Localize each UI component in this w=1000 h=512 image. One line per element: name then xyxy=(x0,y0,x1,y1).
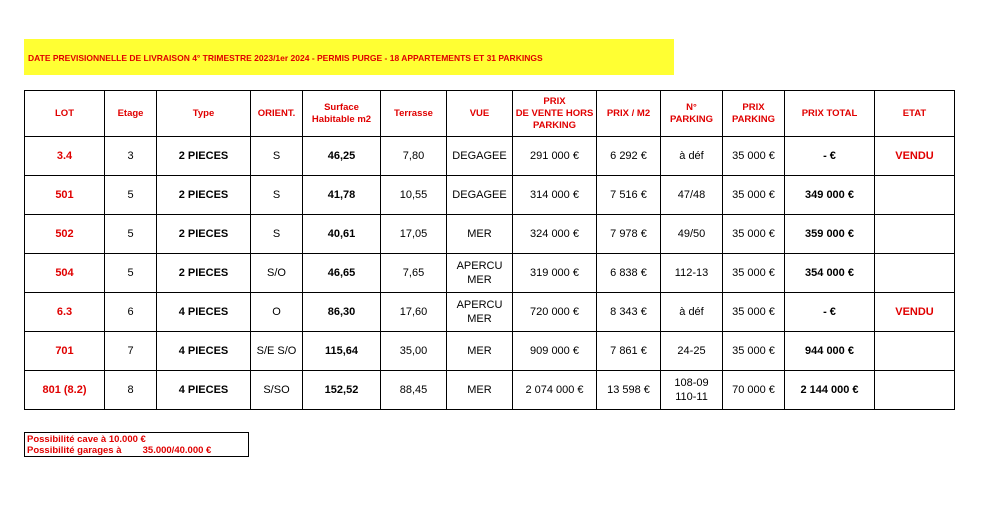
cell-terrasse: 10,55 xyxy=(381,176,447,215)
cell-etage: 5 xyxy=(105,176,157,215)
cell-prix-total: 354 000 € xyxy=(785,254,875,293)
table-row xyxy=(25,332,955,371)
cell-num-parking: 49/50 xyxy=(661,215,723,254)
header-row xyxy=(25,91,955,137)
cell-surface: 41,78 xyxy=(303,176,381,215)
cell-orient: S xyxy=(251,176,303,215)
cell-etage: 3 xyxy=(105,137,157,176)
banner-title: DATE PREVISIONNELLE DE LIVRAISON 4° TRIMESTRE 2023/1er 2024 - PERMIS PURGE - 18 APPARTEMENTS ET 31 PARKINGS xyxy=(28,53,543,63)
cell-num-parking: à déf xyxy=(661,293,723,332)
cell-etat xyxy=(875,371,955,410)
cell-surface: 86,30 xyxy=(303,293,381,332)
cell-prix-total: 944 000 € xyxy=(785,332,875,371)
cell-etat xyxy=(875,332,955,371)
cell-prix-vente: 909 000 € xyxy=(513,332,597,371)
cell-num-parking: 108-09 110-11 xyxy=(661,371,723,410)
cell-vue: APERCU MER xyxy=(447,293,513,332)
cell-lot: 701 xyxy=(25,332,105,371)
cell-prix-parking: 35 000 € xyxy=(723,254,785,293)
cell-prix-vente: 720 000 € xyxy=(513,293,597,332)
header-prix-total: PRIX TOTAL xyxy=(785,91,875,137)
cell-prix-m2: 8 343 € xyxy=(597,293,661,332)
header-orient: ORIENT. xyxy=(251,91,303,137)
cell-lot: 502 xyxy=(25,215,105,254)
cell-surface: 46,25 xyxy=(303,137,381,176)
note-cave: Possibilité cave à 10.000 € xyxy=(27,434,146,445)
header-prix-vente: PRIX DE VENTE HORS PARKING xyxy=(513,91,597,137)
cell-vue: MER xyxy=(447,215,513,254)
options-notes xyxy=(24,432,249,457)
cell-prix-parking: 35 000 € xyxy=(723,137,785,176)
cell-prix-parking: 35 000 € xyxy=(723,332,785,371)
cell-prix-m2: 13 598 € xyxy=(597,371,661,410)
cell-surface: 152,52 xyxy=(303,371,381,410)
note-garages: Possibilité garages à 35.000/40.000 € xyxy=(27,445,212,456)
cell-orient: S/E S/O xyxy=(251,332,303,371)
cell-lot: 801 (8.2) xyxy=(25,371,105,410)
cell-etat: VENDU xyxy=(875,137,955,176)
cell-surface: 40,61 xyxy=(303,215,381,254)
cell-etage: 8 xyxy=(105,371,157,410)
header-surface: Surface Habitable m2 xyxy=(303,91,381,137)
cell-prix-m2: 6 838 € xyxy=(597,254,661,293)
cell-prix-vente: 324 000 € xyxy=(513,215,597,254)
cell-type: 2 PIECES xyxy=(157,176,251,215)
cell-lot: 504 xyxy=(25,254,105,293)
cell-etage: 7 xyxy=(105,332,157,371)
lots-table xyxy=(24,90,955,410)
cell-etat xyxy=(875,176,955,215)
cell-type: 4 PIECES xyxy=(157,371,251,410)
cell-vue: DEGAGEE xyxy=(447,137,513,176)
cell-etat xyxy=(875,254,955,293)
cell-num-parking: 47/48 xyxy=(661,176,723,215)
cell-type: 2 PIECES xyxy=(157,215,251,254)
cell-etage: 5 xyxy=(105,215,157,254)
table-row xyxy=(25,293,955,332)
cell-prix-parking: 70 000 € xyxy=(723,371,785,410)
cell-prix-m2: 7 516 € xyxy=(597,176,661,215)
cell-orient: S xyxy=(251,215,303,254)
cell-type: 4 PIECES xyxy=(157,332,251,371)
cell-type: 2 PIECES xyxy=(157,137,251,176)
header-prix-parking: PRIX PARKING xyxy=(723,91,785,137)
header-etat: ETAT xyxy=(875,91,955,137)
cell-num-parking: à déf xyxy=(661,137,723,176)
cell-etage: 5 xyxy=(105,254,157,293)
cell-etat xyxy=(875,215,955,254)
cell-surface: 46,65 xyxy=(303,254,381,293)
table-row xyxy=(25,371,955,410)
cell-vue: MER xyxy=(447,371,513,410)
cell-prix-parking: 35 000 € xyxy=(723,293,785,332)
table-row xyxy=(25,137,955,176)
header-etage: Etage xyxy=(105,91,157,137)
cell-vue: MER xyxy=(447,332,513,371)
table-row xyxy=(25,215,955,254)
delivery-banner xyxy=(24,39,674,75)
header-lot: LOT xyxy=(25,91,105,137)
cell-prix-m2: 6 292 € xyxy=(597,137,661,176)
header-vue: VUE xyxy=(447,91,513,137)
cell-prix-total: - € xyxy=(785,137,875,176)
cell-prix-m2: 7 861 € xyxy=(597,332,661,371)
cell-prix-vente: 2 074 000 € xyxy=(513,371,597,410)
cell-prix-vente: 319 000 € xyxy=(513,254,597,293)
cell-terrasse: 17,60 xyxy=(381,293,447,332)
cell-orient: S/O xyxy=(251,254,303,293)
cell-lot: 6.3 xyxy=(25,293,105,332)
cell-type: 2 PIECES xyxy=(157,254,251,293)
cell-prix-parking: 35 000 € xyxy=(723,215,785,254)
cell-prix-vente: 291 000 € xyxy=(513,137,597,176)
cell-prix-total: 349 000 € xyxy=(785,176,875,215)
table-row xyxy=(25,254,955,293)
cell-etage: 6 xyxy=(105,293,157,332)
cell-prix-parking: 35 000 € xyxy=(723,176,785,215)
cell-type: 4 PIECES xyxy=(157,293,251,332)
header-prix-m2: PRIX / M2 xyxy=(597,91,661,137)
table-row xyxy=(25,176,955,215)
cell-vue: APERCU MER xyxy=(447,254,513,293)
cell-prix-total: - € xyxy=(785,293,875,332)
header-terrasse: Terrasse xyxy=(381,91,447,137)
cell-lot: 501 xyxy=(25,176,105,215)
cell-terrasse: 7,80 xyxy=(381,137,447,176)
cell-terrasse: 88,45 xyxy=(381,371,447,410)
cell-prix-vente: 314 000 € xyxy=(513,176,597,215)
cell-orient: S/SO xyxy=(251,371,303,410)
cell-surface: 115,64 xyxy=(303,332,381,371)
cell-prix-m2: 7 978 € xyxy=(597,215,661,254)
cell-prix-total: 359 000 € xyxy=(785,215,875,254)
cell-terrasse: 35,00 xyxy=(381,332,447,371)
cell-num-parking: 112-13 xyxy=(661,254,723,293)
header-num-parking: N° PARKING xyxy=(661,91,723,137)
cell-lot: 3.4 xyxy=(25,137,105,176)
cell-orient: O xyxy=(251,293,303,332)
cell-etat: VENDU xyxy=(875,293,955,332)
cell-orient: S xyxy=(251,137,303,176)
cell-terrasse: 7,65 xyxy=(381,254,447,293)
cell-num-parking: 24-25 xyxy=(661,332,723,371)
cell-prix-total: 2 144 000 € xyxy=(785,371,875,410)
header-type: Type xyxy=(157,91,251,137)
cell-vue: DEGAGEE xyxy=(447,176,513,215)
cell-terrasse: 17,05 xyxy=(381,215,447,254)
